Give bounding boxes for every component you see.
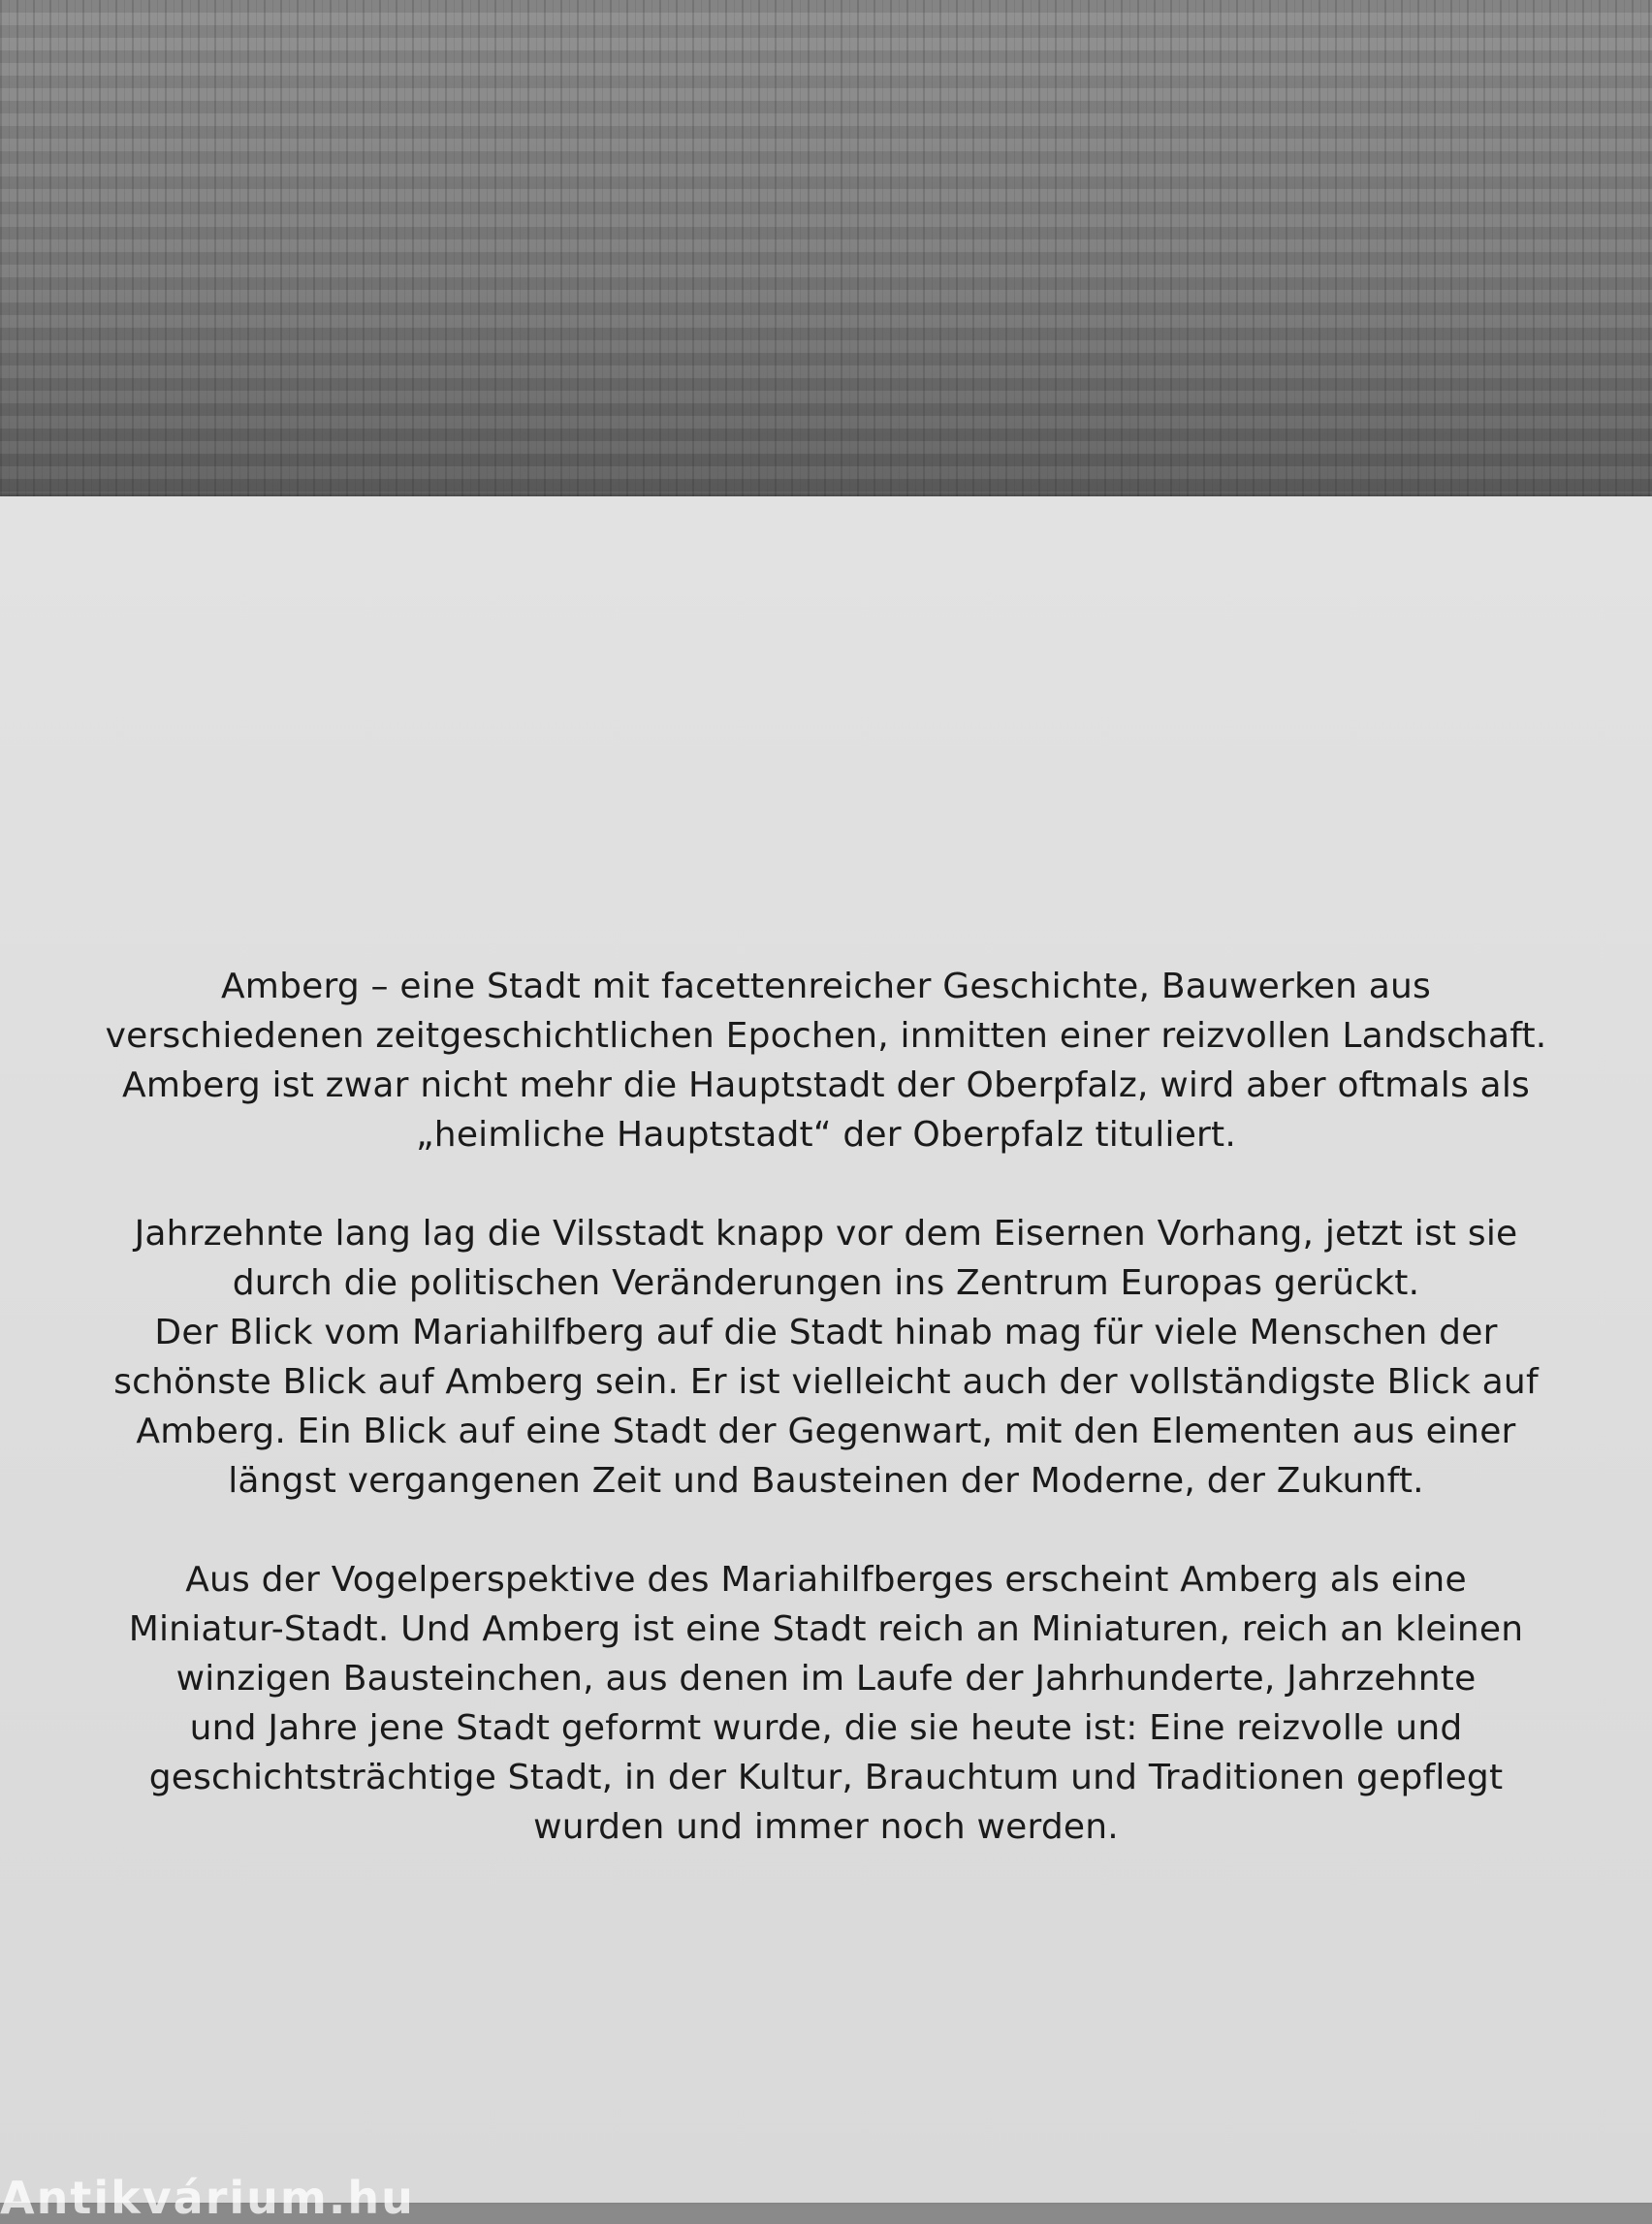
text-line: durch die politischen Veränderungen ins Zentrum Europas gerückt.	[232, 1263, 1420, 1303]
wooden-table-background	[0, 0, 1652, 504]
text-line: Amberg ist zwar nicht mehr die Hauptstadt der Oberpfalz, wird aber oftmals als	[122, 1065, 1530, 1105]
text-line: „heimliche Hauptstadt“ der Oberpfalz tituliert.	[415, 1115, 1237, 1155]
book-page	[0, 496, 1652, 2224]
text-line: und Jahre jene Stadt geformt wurde, die sie heute ist: Eine reizvolle und	[189, 1708, 1463, 1748]
text-line: Miniatur-Stadt. Und Amberg ist eine Stadt reich an Miniaturen, reich an kleinen	[128, 1609, 1524, 1649]
paragraph-1	[58, 962, 1594, 1160]
paragraph-2	[58, 1209, 1594, 1506]
text-line: Jahrzehnte lang lag die Vilsstadt knapp vor dem Eisernen Vorhang, jetzt ist sie	[134, 1214, 1518, 1254]
text-line: Amberg – eine Stadt mit facettenreicher Geschichte, Bauwerken aus	[220, 967, 1431, 1006]
text-line: Der Blick vom Mariahilfberg auf die Stadt hinab mag für viele Menschen der	[154, 1313, 1498, 1352]
text-line: schönste Blick auf Amberg sein. Er ist vielleicht auch der vollständigste Blick auf	[113, 1362, 1539, 1402]
text-line: Aus der Vogelperspektive des Mariahilfberges erscheint Amberg als eine	[185, 1560, 1467, 1600]
body-text	[58, 962, 1594, 1901]
text-line: winzigen Bausteinchen, aus denen im Laufe der Jahrhunderte, Jahrzehnte	[175, 1659, 1477, 1699]
text-line: längst vergangenen Zeit und Bausteinen der Moderne, der Zukunft.	[228, 1461, 1424, 1501]
text-line: wurden und immer noch werden.	[533, 1807, 1119, 1847]
text-line: Amberg. Ein Blick auf eine Stadt der Gegenwart, mit den Elementen aus einer	[136, 1412, 1516, 1451]
watermark: Antikvárium.hu	[0, 2172, 415, 2224]
text-line: verschiedenen zeitgeschichtlichen Epochen, inmitten einer reizvollen Landschaft.	[105, 1016, 1547, 1056]
paragraph-3	[58, 1555, 1594, 1852]
text-line: geschichtsträchtige Stadt, in der Kultur, Brauchtum und Traditionen gepflegt	[148, 1758, 1504, 1797]
